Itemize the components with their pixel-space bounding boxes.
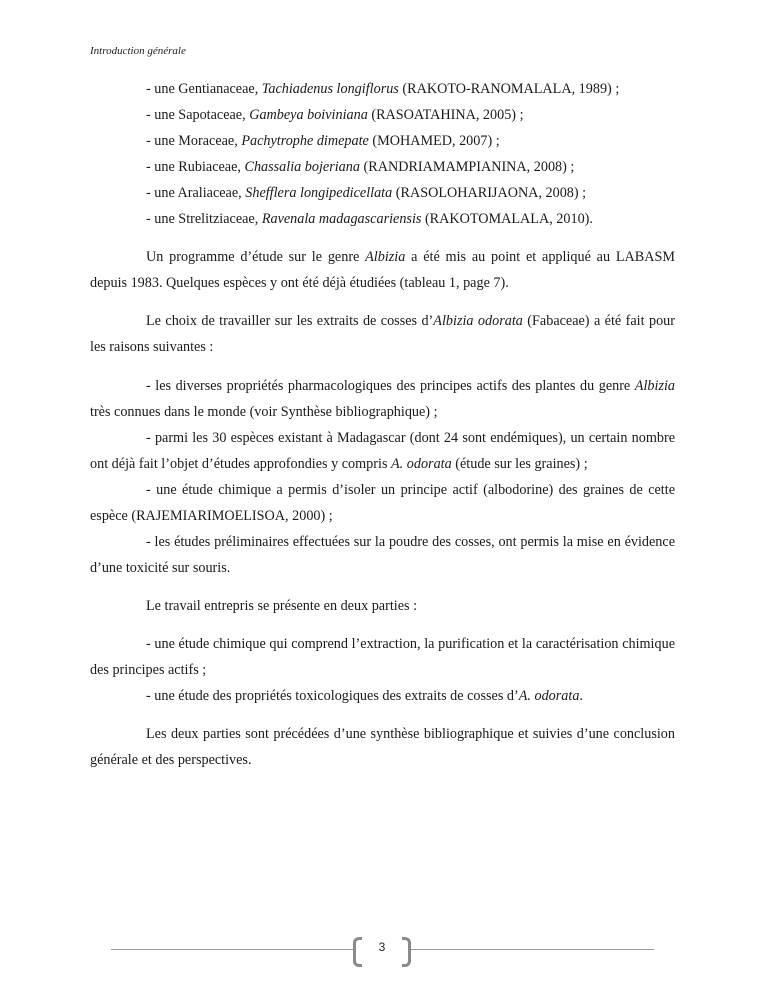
reason-item bbox=[90, 373, 675, 425]
species-name: Albizia odorata bbox=[433, 313, 523, 329]
text-run: a été mis au point et appliqué au LABASM depuis 1983. Quelques espèces y ont été déjà étudiées (tableau 1, page 7). bbox=[90, 249, 675, 291]
text-run: . bbox=[579, 688, 583, 704]
text-run: - parmi les 30 espèces existant à Madagascar (dont 24 sont endémiques), un certain nombre ont déjà fait l’objet d’études approfondies y compris bbox=[90, 430, 675, 472]
paragraph-conclusion: Les deux parties sont précédées d’une synthèse bibliographique et suivies d’une conclusion générale et des perspectives. bbox=[90, 726, 675, 768]
footer-rule-left bbox=[111, 949, 356, 950]
right-bracket-icon bbox=[402, 937, 411, 967]
species-name: Shefflera longipedicellata bbox=[245, 185, 393, 201]
list-item-suffix: (RASOATAHINA, 2005) ; bbox=[367, 107, 524, 123]
reason-item bbox=[90, 425, 675, 477]
paragraph-programme bbox=[90, 244, 675, 296]
genus-name: Albizia bbox=[634, 378, 675, 394]
species-name: Pachytrophe dimepate bbox=[241, 133, 369, 149]
list-item-suffix: (RASOLOHARIJAONA, 2008) ; bbox=[392, 185, 587, 201]
text-run: (étude sur les graines) ; bbox=[451, 456, 588, 472]
list-item-suffix: (RANDRIAMAMPIANINA, 2008) ; bbox=[359, 159, 575, 175]
paragraph-gap bbox=[90, 296, 675, 308]
list-item-prefix: - une Araliaceae, bbox=[146, 185, 246, 201]
running-header: Introduction générale bbox=[90, 45, 186, 57]
paragraph-gap bbox=[90, 619, 675, 631]
text-run: (Fabaceae) a été fait pour les raisons suivantes : bbox=[90, 313, 675, 355]
paragraph-gap bbox=[90, 709, 675, 721]
part-item: - une étude chimique qui comprend l’extraction, la purification et la caractérisation chimique des principes actifs ; bbox=[90, 636, 675, 678]
footer-rule-right bbox=[409, 949, 654, 950]
list-item-prefix: - une Rubiaceae, bbox=[146, 159, 245, 175]
species-name: Chassalia bojeriana bbox=[244, 159, 360, 175]
text-run: Le choix de travailler sur les extraits de cosses d’ bbox=[146, 313, 434, 329]
list-item bbox=[90, 76, 675, 102]
text-run: - une étude des propriétés toxicologiques des extraits de cosses d’ bbox=[146, 688, 519, 704]
left-bracket-icon bbox=[353, 937, 362, 967]
list-item-prefix: - une Sapotaceae, bbox=[146, 107, 250, 123]
text-run: - les diverses propriétés pharmacologiques des principes actifs des plantes du genre bbox=[146, 378, 635, 394]
reason-item: - une étude chimique a permis d’isoler un principe actif (albodorine) des graines de cette espèce (RAJEMIARIMOELISOA, 2000) ; bbox=[90, 482, 675, 524]
paragraph-gap bbox=[90, 360, 675, 373]
species-name: A. odorata bbox=[391, 456, 452, 472]
list-item bbox=[90, 206, 675, 232]
part-item bbox=[90, 683, 675, 709]
species-name: Gambeya boiviniana bbox=[249, 107, 368, 123]
species-name: Tachiadenus longiflorus bbox=[261, 81, 399, 97]
paragraph-travail: Le travail entrepris se présente en deux parties : bbox=[146, 598, 418, 614]
list-item-suffix: (MOHAMED, 2007) ; bbox=[368, 133, 500, 149]
list-item-suffix: (RAKOTO-RANOMALALA, 1989) ; bbox=[398, 81, 620, 97]
list-item bbox=[90, 154, 675, 180]
list-item bbox=[90, 180, 675, 206]
list-item-prefix: - une Strelitziaceae, bbox=[146, 211, 262, 227]
species-name: A. odorata bbox=[518, 688, 580, 704]
page-body bbox=[90, 76, 675, 773]
list-item-prefix: - une Gentianaceae, bbox=[146, 81, 262, 97]
paragraph-gap bbox=[90, 581, 675, 593]
genus-name: Albizia bbox=[365, 249, 406, 265]
species-name: Ravenala madagascariensis bbox=[261, 211, 422, 227]
text-run: très connues dans le monde (voir Synthèse bibliographique) ; bbox=[90, 404, 438, 420]
list-item bbox=[90, 102, 675, 128]
paragraph-choix bbox=[90, 308, 675, 360]
reason-item: - les études préliminaires effectuées sur la poudre des cosses, ont permis la mise en évidence d’une toxicité sur souris. bbox=[90, 534, 675, 576]
page-number: 3 bbox=[378, 940, 386, 954]
list-item bbox=[90, 128, 675, 154]
paragraph-gap bbox=[90, 232, 675, 244]
text-run: Un programme d’étude sur le genre bbox=[146, 249, 366, 265]
list-item-suffix: (RAKOTOMALALA, 2010). bbox=[421, 211, 593, 227]
list-item-prefix: - une Moraceae, bbox=[146, 133, 242, 149]
